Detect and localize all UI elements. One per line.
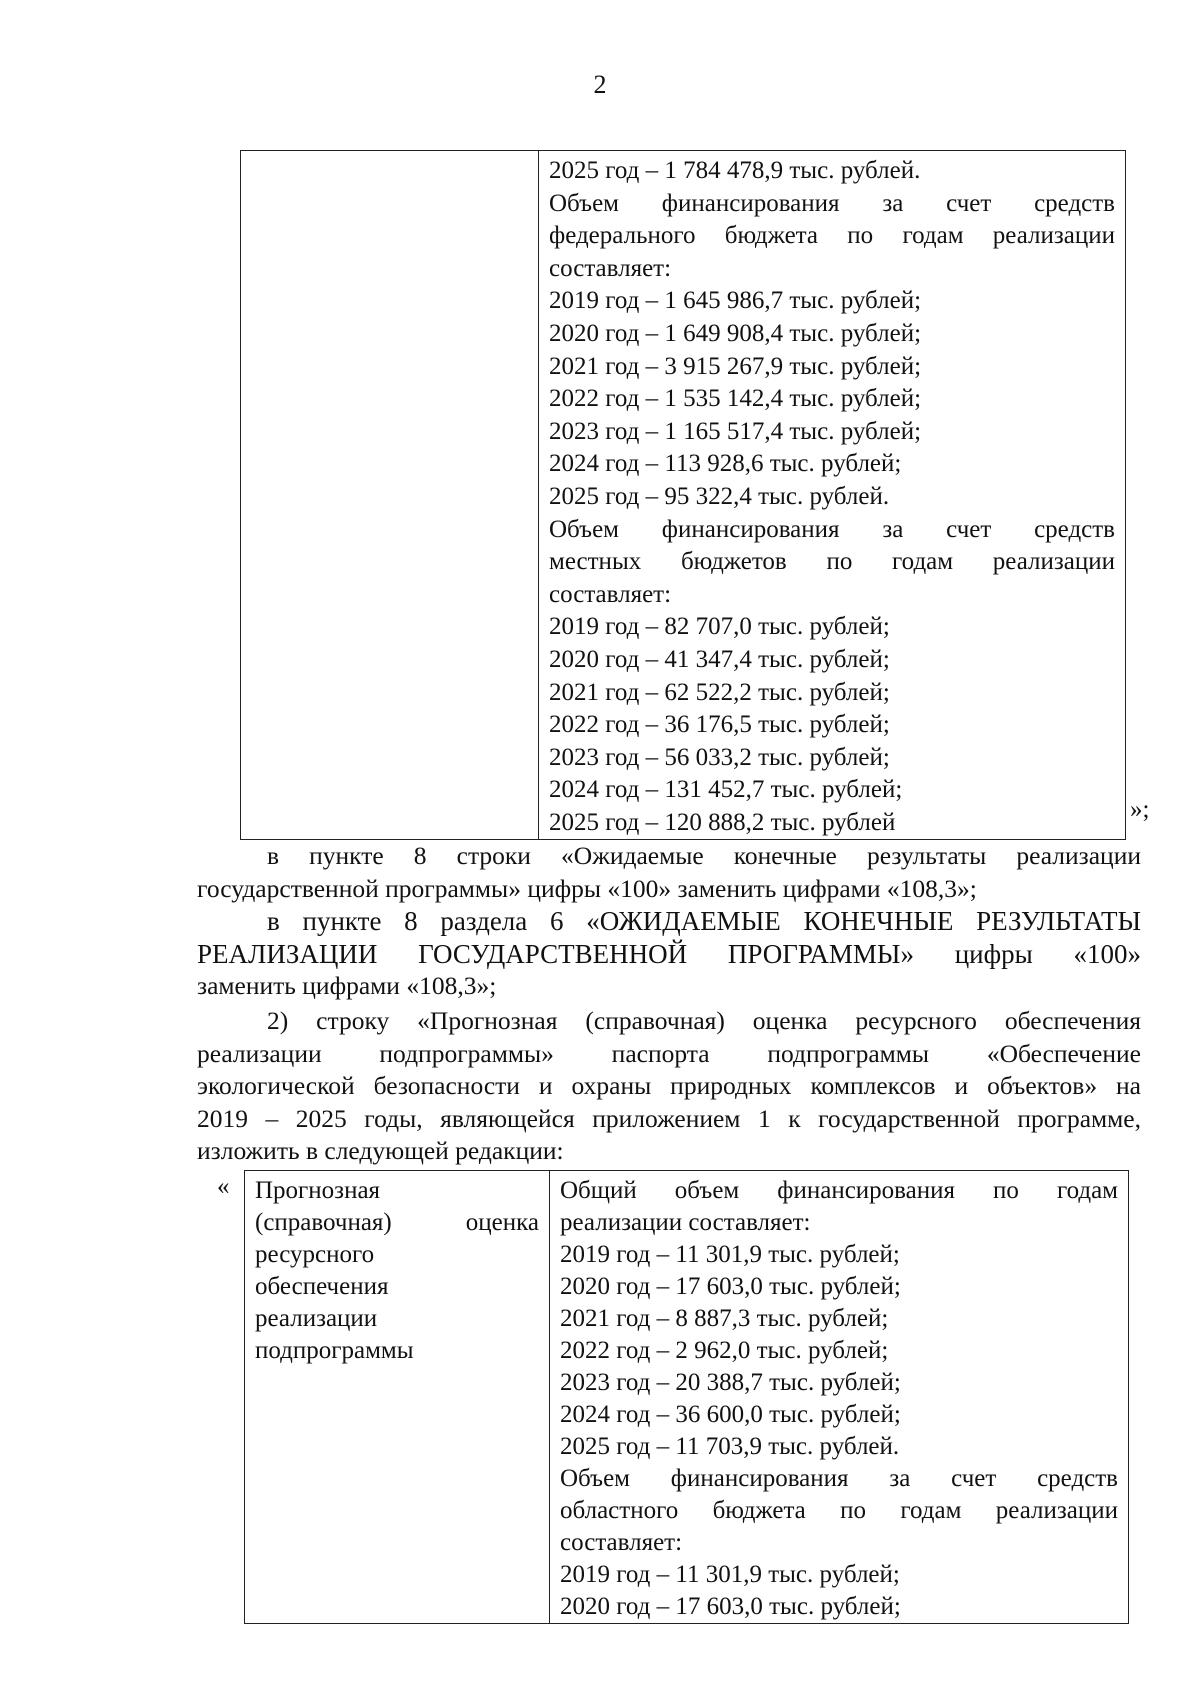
funding-line: 2020 год – 41 347,4 тыс. рублей; [549, 645, 890, 673]
amendment-paragraph-3 [197, 1005, 1141, 1168]
opening-quote-mark: « [217, 1173, 230, 1200]
funding-line: федерального бюджета по годам реализации [549, 222, 1115, 250]
funding-line: 2023 год – 56 033,2 тыс. рублей; [549, 743, 890, 771]
funding-line: 2020 год – 17 603,0 тыс. рублей; [560, 1273, 901, 1300]
funding-line: Объем финансирования за счет средств [549, 515, 1115, 543]
funding-table-subprogram [244, 1170, 1129, 1624]
funding-line: 2025 год – 1 784 478,9 тыс. рублей. [549, 157, 921, 184]
paragraph-line: реализации подпрограммы» паспорта подпрограммы «Обеспечение [197, 1038, 1141, 1068]
paragraph-line: 2019 – 2025 годы, являющейся приложением 1 к государственной программе, [197, 1103, 1141, 1133]
funding-line: 2023 год – 20 388,7 тыс. рублей; [560, 1369, 901, 1396]
funding-line: 2020 год – 1 649 908,4 тыс. рублей; [549, 319, 922, 347]
funding-line: 2019 год – 11 301,9 тыс. рублей; [560, 1241, 900, 1268]
paragraph-line: в пункте 8 раздела 6 «ОЖИДАЕМЫЕ КОНЕЧНЫЕ РЕЗУЛЬТАТЫ [267, 906, 1141, 936]
funding-line: реализации составляет: [560, 1209, 811, 1236]
label-line: реализации [255, 1305, 378, 1332]
table-value-cell [550, 1171, 1129, 1624]
amendment-paragraph-1 [197, 840, 1141, 905]
page-number: 2 [593, 70, 607, 99]
funding-line: 2024 год – 113 928,6 тыс. рублей; [549, 450, 902, 478]
funding-line: местных бюджетов по годам реализации [549, 548, 1115, 576]
amendment-paragraph-2 [197, 905, 1141, 1003]
funding-line: 2021 год – 62 522,2 тыс. рублей; [549, 678, 890, 706]
label-line: (справочная) оценка [255, 1209, 539, 1236]
funding-line: 2024 год – 131 452,7 тыс. рублей; [549, 776, 903, 804]
funding-line: 2025 год – 95 322,4 тыс. рублей. [549, 482, 890, 510]
funding-line: составляет: [549, 580, 672, 608]
funding-line: составляет: [560, 1529, 683, 1556]
paragraph-line: экологической безопасности и охраны природных комплексов и объектов» на [197, 1071, 1141, 1100]
funding-line: областного бюджета по годам реализации [560, 1497, 1118, 1524]
funding-table-federal-local [240, 150, 1126, 840]
funding-line: 2019 год – 1 645 986,7 тыс. рублей; [549, 287, 922, 315]
funding-line: Общий объем финансирования по годам [560, 1177, 1118, 1204]
funding-line: Объем финансирования за счет средств [560, 1465, 1118, 1492]
funding-line: 2019 год – 82 707,0 тыс. рублей; [549, 613, 890, 641]
paragraph-line: изложить в следующей редакции: [197, 1136, 564, 1165]
table-label-cell-empty [241, 151, 539, 840]
funding-line: Объем финансирования за счет средств [549, 189, 1115, 217]
paragraph-line: в пункте 8 строки «Ожидаемые конечные результаты реализации [267, 841, 1141, 870]
paragraph-line: РЕАЛИЗАЦИИ ГОСУДАРСТВЕННОЙ ПРОГРАММЫ» цифры «100» [197, 938, 1141, 969]
funding-line: составляет: [549, 254, 672, 282]
funding-line: 2024 год – 36 600,0 тыс. рублей; [560, 1401, 901, 1428]
funding-line: 2025 год – 11 703,9 тыс. рублей. [560, 1433, 900, 1460]
label-line: подпрограммы [255, 1337, 414, 1364]
funding-line: 2022 год – 36 176,5 тыс. рублей; [549, 711, 890, 739]
funding-line: 2023 год – 1 165 517,4 тыс. рублей; [549, 417, 922, 445]
funding-line: 2025 год – 120 888,2 тыс. рублей [549, 808, 896, 836]
table-label-cell [245, 1171, 550, 1624]
label-line: Прогнозная [255, 1177, 381, 1204]
label-line: ресурсного [255, 1241, 375, 1268]
label-line: обеспечения [255, 1273, 389, 1300]
funding-line: 2021 год – 3 915 267,9 тыс. рублей; [549, 352, 922, 380]
funding-line: 2021 год – 8 887,3 тыс. рублей; [560, 1305, 889, 1332]
paragraph-line: 2) строку «Прогнозная (справочная) оценка ресурсного обеспечения [267, 1006, 1141, 1035]
funding-line: 2019 год – 11 301,9 тыс. рублей; [560, 1561, 900, 1588]
funding-line: 2022 год – 1 535 142,4 тыс. рублей; [549, 385, 922, 413]
paragraph-line: заменить цифрами «108,3»; [197, 971, 497, 1000]
paragraph-line: государственной программы» цифры «100» заменить цифрами «108,3»; [197, 873, 977, 903]
table-value-cell [539, 151, 1126, 840]
funding-line: 2020 год – 17 603,0 тыс. рублей; [560, 1593, 901, 1620]
funding-line: 2022 год – 2 962,0 тыс. рублей; [560, 1337, 889, 1364]
closing-quote-mark: »; [1130, 796, 1150, 823]
